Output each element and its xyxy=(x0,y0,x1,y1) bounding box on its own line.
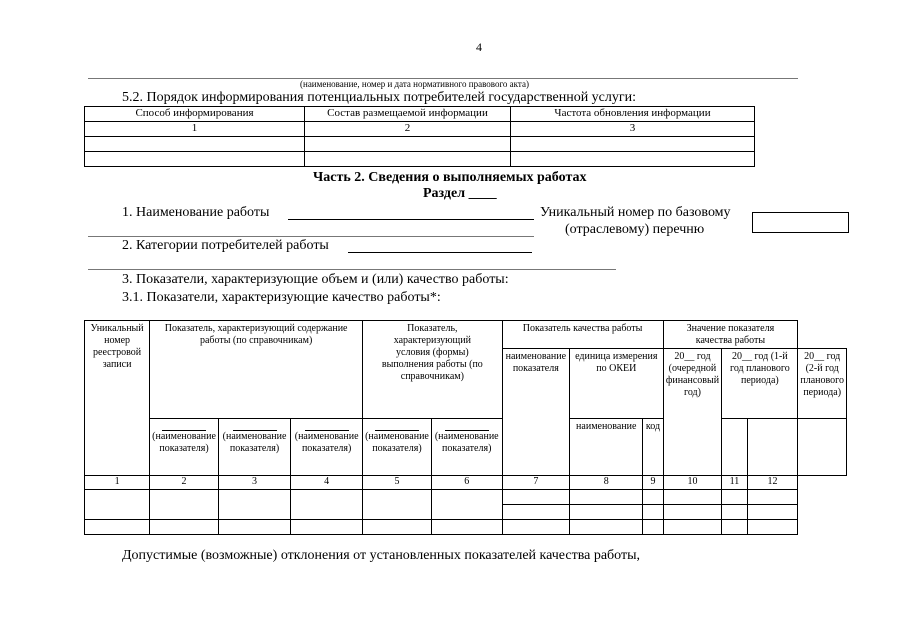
info-empty-cell[interactable] xyxy=(305,137,511,152)
param-name-2: (наименование показателя) xyxy=(218,419,290,476)
data-cell[interactable] xyxy=(643,490,663,505)
param-name-1: (наименование показателя) xyxy=(150,419,219,476)
param-name-5: (наименование показателя) xyxy=(431,419,502,476)
data-cell[interactable] xyxy=(747,520,798,535)
info-num-2: 2 xyxy=(305,122,511,137)
data-cell[interactable] xyxy=(722,520,747,535)
quality-indicator-name: наименование показателя xyxy=(502,349,569,476)
info-header-frequency: Частота обновления информации xyxy=(511,107,755,122)
consumer-category-line-2[interactable] xyxy=(88,269,616,270)
year-plan-2: 20__ год (2-й год планового периода) xyxy=(798,349,847,419)
info-header-method: Способ информирования xyxy=(85,107,305,122)
page-number: 4 xyxy=(476,40,482,54)
data-cell[interactable] xyxy=(570,505,643,520)
data-cell[interactable] xyxy=(85,520,150,535)
data-cell[interactable] xyxy=(570,520,643,535)
data-cell[interactable] xyxy=(150,490,219,520)
deviation-text: Допустимые (возможные) отклонения от установленных показателей качества работы, xyxy=(122,548,641,563)
empty-header-cell xyxy=(722,419,747,476)
data-cell[interactable] xyxy=(363,490,432,520)
data-cell[interactable] xyxy=(747,490,798,505)
info-num-3: 3 xyxy=(511,122,755,137)
info-num-1: 1 xyxy=(85,122,305,137)
data-cell[interactable] xyxy=(502,505,569,520)
unique-number-box[interactable] xyxy=(752,212,849,233)
data-cell[interactable] xyxy=(502,490,569,505)
year-plan-1: 20__ год (1-й год планового периода) xyxy=(722,349,798,419)
col-num-4: 4 xyxy=(291,476,363,490)
item3-label: 3. Показатели, характеризующие объем и (или) качество работы: xyxy=(122,272,509,287)
item2-label: 2. Категории потребителей работы xyxy=(122,238,329,253)
col-content-indicator: Показатель, характеризующий содержание работы (по справочникам) xyxy=(150,321,363,419)
col-num-12: 12 xyxy=(747,476,798,490)
unique-number-label-2: (отраслевому) перечню xyxy=(565,222,705,237)
col-num-10: 10 xyxy=(663,476,722,490)
info-empty-cell[interactable] xyxy=(85,137,305,152)
data-cell[interactable] xyxy=(570,490,643,505)
consumer-category-field[interactable] xyxy=(348,252,532,253)
data-cell[interactable] xyxy=(150,520,219,535)
data-cell[interactable] xyxy=(85,490,150,520)
col-num-1: 1 xyxy=(85,476,150,490)
work-name-field[interactable] xyxy=(288,219,534,220)
data-cell[interactable] xyxy=(722,490,747,505)
info-empty-cell[interactable] xyxy=(305,152,511,167)
item3-1-label: 3.1. Показатели, характеризующие качество работы*: xyxy=(122,290,441,305)
col-quality-indicator: Показатель качества работы xyxy=(502,321,663,349)
data-cell[interactable] xyxy=(663,490,722,505)
info-empty-cell[interactable] xyxy=(85,152,305,167)
col-conditions-indicator: Показатель, характеризующий условия (формы) выполнения работы (по справочникам) xyxy=(363,321,503,419)
data-cell[interactable] xyxy=(431,520,502,535)
col-num-2: 2 xyxy=(150,476,219,490)
section-title: Раздел ____ xyxy=(423,186,497,201)
empty-header-cell xyxy=(798,419,847,476)
info-table xyxy=(84,106,755,167)
work-name-line-2[interactable] xyxy=(88,236,534,237)
info-empty-cell[interactable] xyxy=(511,137,755,152)
empty-header-cell xyxy=(747,419,798,476)
data-cell[interactable] xyxy=(218,520,290,535)
col-num-3: 3 xyxy=(218,476,290,490)
data-cell[interactable] xyxy=(363,520,432,535)
info-empty-cell[interactable] xyxy=(511,152,755,167)
part2-title: Часть 2. Сведения о выполняемых работах xyxy=(313,170,587,185)
col-num-8: 8 xyxy=(570,476,643,490)
col-quality-value: Значение показателя качества работы xyxy=(663,321,798,349)
col-num-6: 6 xyxy=(431,476,502,490)
unit-name: наименование xyxy=(570,419,643,476)
quality-unit-okei: единица измерения по ОКЕИ xyxy=(570,349,663,419)
col-unique-number: Уникальный номер реестровой записи xyxy=(85,321,150,476)
item1-label: 1. Наименование работы xyxy=(122,205,270,220)
data-cell[interactable] xyxy=(663,505,722,520)
year-current: 20__ год (очередной финансовый год) xyxy=(663,349,722,476)
data-cell[interactable] xyxy=(291,520,363,535)
data-cell[interactable] xyxy=(643,520,663,535)
col-num-5: 5 xyxy=(363,476,432,490)
unit-code: код xyxy=(643,419,663,476)
data-cell[interactable] xyxy=(291,490,363,520)
act-caption: (наименование, номер и дата нормативного правового акта) xyxy=(300,79,529,89)
param-name-4: (наименование показателя) xyxy=(363,419,432,476)
quality-table xyxy=(84,320,847,535)
data-cell[interactable] xyxy=(431,490,502,520)
data-cell[interactable] xyxy=(643,505,663,520)
section-5-2: 5.2. Порядок информирования потенциальных потребителей государственной услуги: xyxy=(122,90,637,105)
data-cell[interactable] xyxy=(502,520,569,535)
col-num-11: 11 xyxy=(722,476,747,490)
info-header-content: Состав размещаемой информации xyxy=(305,107,511,122)
data-cell[interactable] xyxy=(663,520,722,535)
data-cell[interactable] xyxy=(722,505,747,520)
unique-number-label-1: Уникальный номер по базовому xyxy=(540,205,731,220)
data-cell[interactable] xyxy=(218,490,290,520)
col-num-9: 9 xyxy=(643,476,663,490)
data-cell[interactable] xyxy=(747,505,798,520)
col-num-7: 7 xyxy=(502,476,569,490)
param-name-3: (наименование показателя) xyxy=(291,419,363,476)
